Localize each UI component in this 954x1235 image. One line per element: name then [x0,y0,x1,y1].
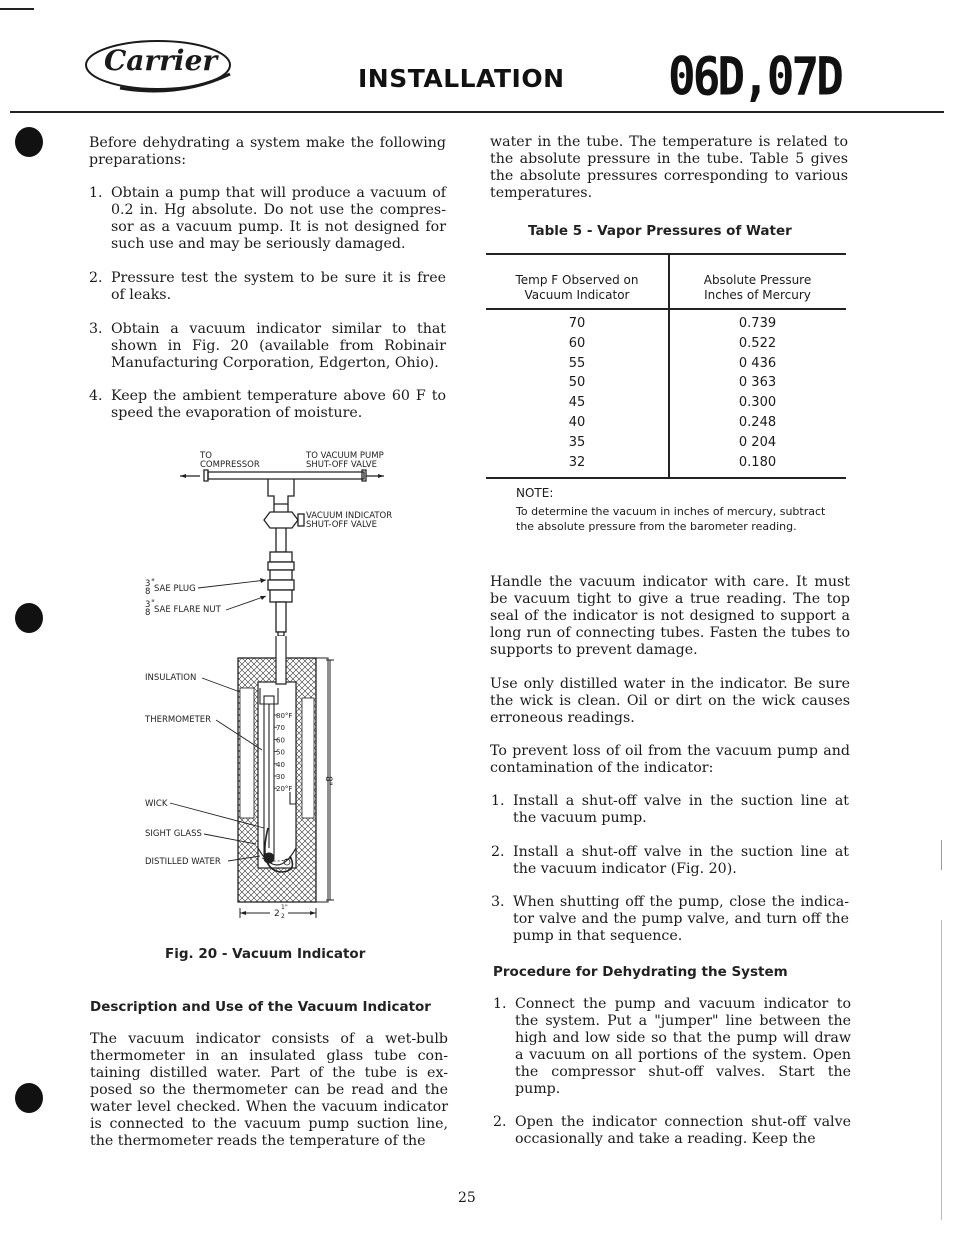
scan-edge-mark [941,840,942,870]
step-number: 2. [89,270,103,286]
step-text: Obtain a pump that will produce a vacuum of 0.2 in. Hg absolute. Do not use the compres-sor as a vacuum pump. It is not designed for such use and may be seriously damaged. [111,185,446,252]
corner-mark [0,8,34,10]
vacuum-indicator-diagram [140,448,410,928]
header-rule [10,111,944,113]
step-number: 4. [89,388,103,404]
thermometer-scale-label: 50 [276,748,285,757]
width-dimension-label: 2 [274,909,280,919]
col2-header: Absolute Pressure [703,273,812,287]
label-fraction: 8 [145,608,151,618]
label-thermometer: THERMOMETER [145,715,212,725]
table-note-text: To determine the vacuum in inches of mercury, subtract the absolute pressure from the barometer reading. [516,505,826,533]
table-row [486,373,846,393]
model-number: 06D,07D [668,45,841,108]
step-text: Obtain a vacuum indicator similar to that shown in Fig. 20 (available from Robinair Manufacturing Corporation, Edgerton, Ohio). [111,321,446,371]
thermometer-scale-label: 80°F [276,712,293,720]
label-indicator-valve: VACUUM INDICATOR [306,511,393,521]
prevent-step-3 [491,894,849,948]
table-row [486,453,846,473]
label-indicator-valve: SHUT-OFF VALVE [306,520,377,530]
thermometer-scale-label: 70 [276,724,285,733]
label-fraction: 3 [145,600,151,610]
step-number: 1. [89,185,103,201]
label-to-vacuum-pump: SHUT-OFF VALVE [306,460,377,470]
pressure-cell: 0.248 [738,415,777,430]
punch-hole [15,1083,43,1113]
table-row [486,413,846,433]
label-sight-glass: SIGHT GLASS [145,829,202,839]
sae-fittings [268,552,294,636]
step-text: Connect the pump and vacuum indicator to the system. Put a "jumper" line between the high and low side so that the pump will draw a vacuum on all portions of the system. Open the compressor shut-off valves. Start the pump. [515,996,851,1097]
procedure-step-2 [493,1114,851,1150]
label-distilled-water: DISTILLED WATER [145,857,221,867]
table-row [486,354,846,374]
step-text: Pressure test the system to be sure it is free of leaks. [111,270,446,303]
distilled-water-paragraph: Use only distilled water in the indicator. Be sure the wick is clean. Oil or dirt on the wick causes erroneous readings. [490,676,850,726]
prep-step-3 [89,321,446,375]
handle-paragraph: Handle the vacuum indicator with care. It must be vacuum tight to give a true reading. The top seal of the indicator is not designed to support a long run of connecting tubes. Fasten the tubes to supports to prevent damage. [490,574,850,658]
indicator-body [238,636,328,902]
label-wick: WICK [145,799,168,809]
vapor-pressure-table [486,253,846,479]
prep-step-2 [89,270,446,306]
pressure-cell: 0.180 [738,454,777,470]
label-sae-plug: SAE PLUG [154,584,196,594]
punch-hole [15,603,43,633]
continuation-paragraph: water in the tube. The temperature is related to the absolute pressure in the tube. Table 5 gives the absolute pressures corresponding to various temperatures. [490,134,848,201]
label-to-compressor: COMPRESSOR [200,460,260,470]
thermometer-scale-label: 30 [276,773,285,781]
intro-paragraph: Before dehydrating a system make the following preparations: [89,135,446,168]
temp-cell: 50 [568,375,586,391]
col2-header: Inches of Mercury [704,288,811,302]
prevent-step-2 [491,844,849,880]
table-row [486,334,846,354]
scan-edge-mark [941,920,942,1220]
step-number: 3. [89,321,103,337]
tee-fitting [180,470,384,512]
table-title: Table 5 - Vapor Pressures of Water [528,223,792,239]
pressure-cell: 0 436 [738,355,777,371]
punch-hole [15,127,43,157]
temp-cell: 55 [568,355,586,371]
page-number: 25 [458,1190,476,1206]
logo-text: Carrier [104,44,218,77]
pressure-cell: 0.300 [738,395,777,411]
temp-cell: 70 [568,316,586,331]
pressure-cell: 0 363 [738,375,777,391]
table-bottom-rule [486,477,846,479]
description-paragraph: The vacuum indicator consists of a wet-bulb thermometer in an insulated glass tube con-taining distilled water. Part of the tube is ex-posed so the thermometer can be read and the water level checked. When the vacuum indicator is connected to the vacuum pump suction line, the thermometer reads the temperature of the [90,1031,448,1149]
prevent-paragraph: To prevent loss of oil from the vacuum pump and contamination of the indicator: [490,743,850,776]
step-number: 2. [491,844,505,860]
figure-caption: Fig. 20 - Vacuum Indicator [165,946,366,962]
pressure-cell: 0 204 [738,434,777,450]
label-inch-mark: " [151,599,155,609]
label-to-vacuum-pump: TO VACUUM PUMP [306,451,384,461]
step-text: Install a shut-off valve in the suction line at the vacuum pump. [513,793,849,826]
indicator-valve [264,512,304,552]
width-dimension-label: 2 [281,913,285,920]
temp-cell: 32 [568,454,586,470]
step-text: Install a shut-off valve in the suction line at the vacuum indicator (Fig. 20). [513,844,849,877]
temp-cell: 60 [568,335,586,351]
label-sae-flare-nut: SAE FLARE NUT [154,605,221,615]
prep-step-4 [89,388,446,424]
width-dimension-label: 1 [281,904,285,911]
step-text: Keep the ambient temperature above 60 F to speed the evaporation of moisture. [111,388,446,421]
step-number: 1. [493,996,507,1012]
table-row [486,393,846,413]
step-number: 1. [491,793,505,809]
label-fraction: 3 [145,579,151,589]
thermometer-scale-label: 40 [276,760,285,769]
thermometer-scale-label: 60 [276,736,285,745]
thermometer-scale-label: 20°F [276,785,293,794]
temp-cell: 45 [568,395,586,411]
step-number: 3. [491,894,505,910]
label-fraction: 8 [145,587,151,597]
step-text: When shutting off the pump, close the indica-tor valve and the pump valve, and turn off the pump in that sequence. [513,894,849,944]
height-dimension-label: 8" [323,776,333,786]
col1-header: Vacuum Indicator [524,288,630,302]
section-title: INSTALLATION [358,64,565,93]
pressure-cell: 0.522 [738,335,777,351]
table-header-rule [486,308,846,310]
pressure-cell: 0.739 [738,316,777,331]
col1-header: Temp F Observed on [515,273,639,287]
procedure-step-1 [493,996,851,1100]
prevent-step-1 [491,793,849,829]
label-to-compressor: TO [200,451,212,461]
step-text: Open the indicator connection shut-off valve occasionally and take a reading. Keep the [515,1114,851,1147]
temp-cell: 40 [568,415,586,430]
step-number: 2. [493,1114,507,1130]
description-heading: Description and Use of the Vacuum Indicator [90,999,431,1015]
table-note-label: NOTE: [516,486,554,500]
label-inch-mark: " [151,578,155,588]
temp-cell: 35 [568,434,586,450]
width-dimension-label: " [285,904,288,911]
table-row [486,314,846,334]
prep-step-1 [89,185,446,255]
procedure-heading: Procedure for Dehydrating the System [493,964,788,980]
table-row [486,433,846,453]
table-top-rule [486,253,846,255]
label-insulation: INSULATION [145,673,197,683]
